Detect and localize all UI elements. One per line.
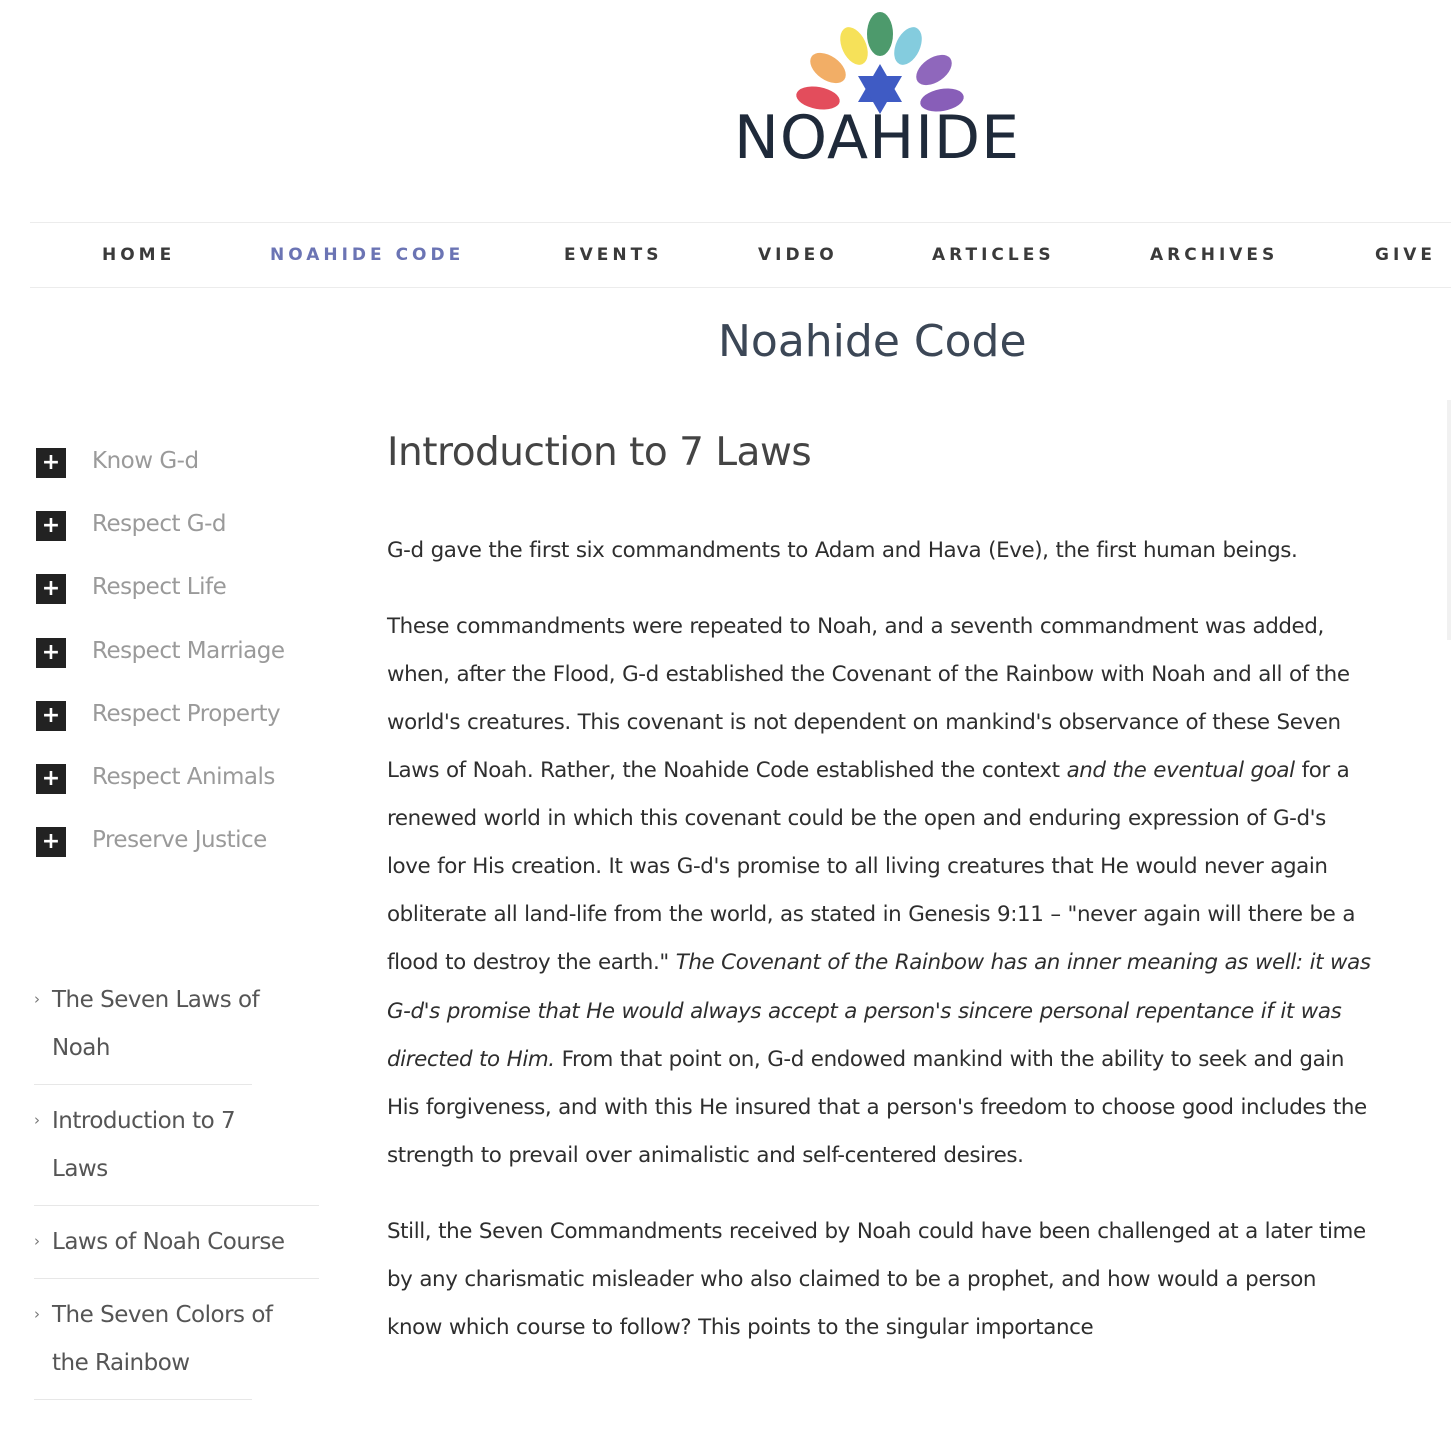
sidebar-link-seven-laws[interactable] <box>34 976 260 1085</box>
accordion-item-respect-animals[interactable] <box>36 760 336 823</box>
article <box>387 428 1377 1352</box>
plus-icon[interactable]: + <box>36 448 66 478</box>
chevron-right-icon: › <box>34 1111 40 1129</box>
article-paragraph: These commandments were repeated to Noah, and a seventh commandment was added, when, after the Flood, G-d established the Covenant of the Rainbow with Noah and all of the world's creatures. This covenant is not dependent on mankind's observance of these Seven Laws of Noah. Rather, the Noahide Code established the context and the eventual goal for a renewed world in which this covenant could be the open and enduring expression of G-d's love for His creation. It was G-d's promise to all living creatures that He would never again obliterate all land-life from the world, as stated in Genesis 9:11 – "never again will there be a flood to destroy the earth." The Covenant of the Rainbow has an inner meaning as well: it was G-d's promise that He would always accept a person's sincere personal repentance if it was directed to Him. From that point on, G-d endowed mankind with the ability to seek and gain His forgiveness, and with this He insured that a person's freedom to choose good includes the strength to prevail over animalistic and self-centered desires. <box>387 613 1371 1168</box>
accordion-label[interactable]: Respect Marriage <box>92 637 285 664</box>
nav-noahide-code[interactable]: NOAHIDE CODE <box>270 245 465 265</box>
sidebar-link-label[interactable]: Laws of Noah Course <box>52 1229 285 1255</box>
article-heading: Introduction to 7 Laws <box>387 430 812 475</box>
accordion-label[interactable]: Respect G-d <box>92 511 227 538</box>
plus-icon[interactable]: + <box>36 764 66 794</box>
accordion-label[interactable]: Know G-d <box>92 448 199 474</box>
plus-icon[interactable]: + <box>36 511 66 541</box>
plus-icon[interactable]: + <box>36 701 66 731</box>
chevron-right-icon: › <box>34 1232 40 1250</box>
main-nav <box>30 222 1451 288</box>
sidebar-link-label[interactable]: The Seven Colors of the Rainbow <box>52 1302 273 1376</box>
sidebar-link-label[interactable]: The Seven Laws of Noah <box>52 987 260 1061</box>
sidebar-link-course[interactable] <box>34 1218 319 1279</box>
accordion-label[interactable]: Respect Animals <box>92 763 275 790</box>
nav-home[interactable]: HOME <box>102 245 176 265</box>
page-title: Noahide Code <box>718 316 1027 367</box>
plus-icon[interactable]: + <box>36 638 66 668</box>
accordion-label[interactable]: Preserve Justice <box>92 827 267 854</box>
accordion-label[interactable]: Respect Life <box>92 574 227 601</box>
accordion-item-respect-marriage[interactable] <box>36 634 336 697</box>
sidebar-link-introduction[interactable] <box>34 1097 319 1206</box>
accordion-item-respect-property[interactable] <box>36 697 336 760</box>
sidebar-links <box>34 976 319 1412</box>
chevron-right-icon: › <box>34 1305 40 1323</box>
star-of-david-icon <box>780 6 980 116</box>
plus-icon[interactable]: + <box>36 574 66 604</box>
plus-icon[interactable]: + <box>36 827 66 857</box>
nav-give[interactable]: GIVE <box>1375 245 1437 265</box>
site-logo[interactable] <box>730 6 1030 176</box>
article-paragraph: Still, the Seven Commandments received by Noah could have been challenged at a later time by any charismatic misleader who also claimed to be a prophet, and how would a person know which course to follow? This points to the singular importance <box>387 1218 1366 1341</box>
chevron-right-icon: › <box>34 990 40 1008</box>
logo-wordmark: NOAHIDE <box>734 103 1021 173</box>
accordion-item-preserve-justice[interactable] <box>36 823 336 886</box>
accordion-label[interactable]: Respect Property <box>92 700 281 727</box>
sidebar-link-label[interactable]: Introduction to 7 Laws <box>52 1108 236 1182</box>
accordion-item-respect-life[interactable] <box>36 570 336 633</box>
accordion-item-know-gd[interactable] <box>36 444 336 507</box>
accordion-item-respect-gd[interactable] <box>36 507 336 570</box>
nav-articles[interactable]: ARTICLES <box>932 245 1055 265</box>
scrollbar[interactable] <box>1447 400 1451 640</box>
nav-video[interactable]: VIDEO <box>758 245 838 265</box>
sidebar-link-seven-colors[interactable] <box>34 1291 273 1400</box>
sidebar-accordion <box>36 444 336 886</box>
nav-events[interactable]: EVENTS <box>564 245 663 265</box>
article-paragraph: G-d gave the first six commandments to Adam and Hava (Eve), the first human beings. <box>387 537 1298 563</box>
nav-archives[interactable]: ARCHIVES <box>1150 245 1279 265</box>
